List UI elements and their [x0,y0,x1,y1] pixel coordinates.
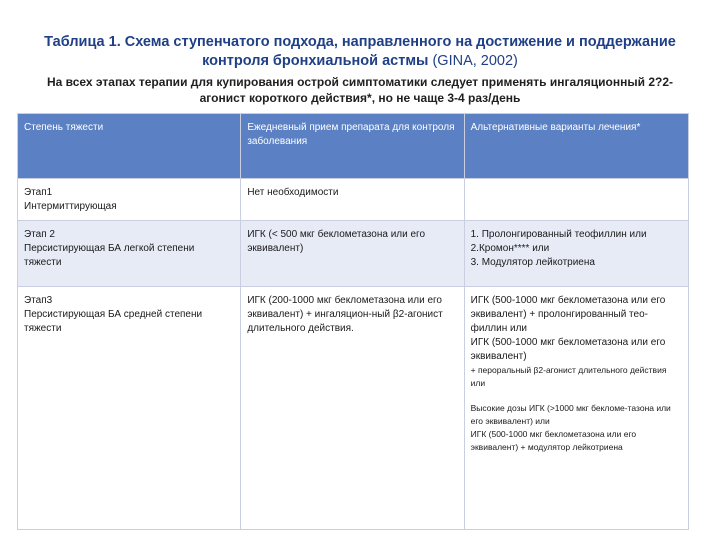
severity-cell [18,179,241,221]
daily-text: Нет необходимости [247,187,339,198]
alternative-item: Высокие дозы ИГК (>1000 мкг бекломе-тазона или его эквивалент) или [470,403,671,426]
daily-text: ИГК (200-1000 мкг беклометазона или его эквивалент) + ингаляцион-ный β2-агонист длительного действия. [247,295,443,334]
table-header-row [18,114,689,179]
alternative-item: 3. Модулятор лейкотриена [470,257,595,268]
alternatives-cell [464,221,688,287]
stage-label: Этап3 [24,295,53,306]
alternative-item: 2.Кромон**** или [470,243,550,254]
stage-label: Этап1 [24,187,53,198]
daily-text: ИГК (< 500 мкг беклометазона или его эквивалент) [247,229,426,254]
treatment-table [17,113,689,530]
stage-label: Этап 2 [24,229,55,240]
header-daily: Ежедневный прием препарата для контроля заболевания [241,114,464,179]
title-main: Таблица 1. Схема ступенчатого подхода, направленного на достижение и поддержание контроля бронхиальной астмы [44,34,676,69]
severity-cell [18,287,241,530]
alternative-item: ИГК (500-1000 мкг беклометазона или его [470,337,666,348]
spacer [471,390,682,402]
header-severity: Степень тяжести [18,114,241,179]
alternatives-cell [464,179,688,221]
header-alternatives: Альтернативные варианты лечения* [464,114,688,179]
daily-cell [241,221,464,287]
table-row [18,221,689,287]
title-source: (GINA, 2002) [432,53,518,69]
alternative-item: эквивалент) + пролонгированный тео-филлин или [470,309,648,334]
alternative-item: эквивалент) [470,351,527,362]
alternative-item: ИГК (500-1000 мкг беклометазона или его эквивалент) + модулятор лейкотриена [470,429,637,452]
table-title [30,33,690,71]
severity-label: Персистирующая БА легкой степени тяжести [24,243,195,268]
alternatives-cell [464,287,688,530]
alternative-item: ИГК (500-1000 мкг беклометазона или его [470,295,666,306]
alternative-item: + пероральный β2-агонист длительного действия или [470,365,667,388]
severity-cell [18,221,241,287]
alternative-item: 1. Пролонгированный теофиллин или [470,229,647,240]
severity-label: Интермиттирующая [24,201,117,212]
table-row [18,287,689,530]
daily-cell [241,287,464,530]
daily-cell [241,179,464,221]
table-row [18,179,689,221]
severity-label: Персистирующая БА средней степени тяжести [24,309,203,334]
subtitle: На всех этапах терапии для купирования острой симптоматики следует применять ингаляционный 2?2-агонист короткого действия*, но не чаще 3-4 раз/день [46,75,673,105]
